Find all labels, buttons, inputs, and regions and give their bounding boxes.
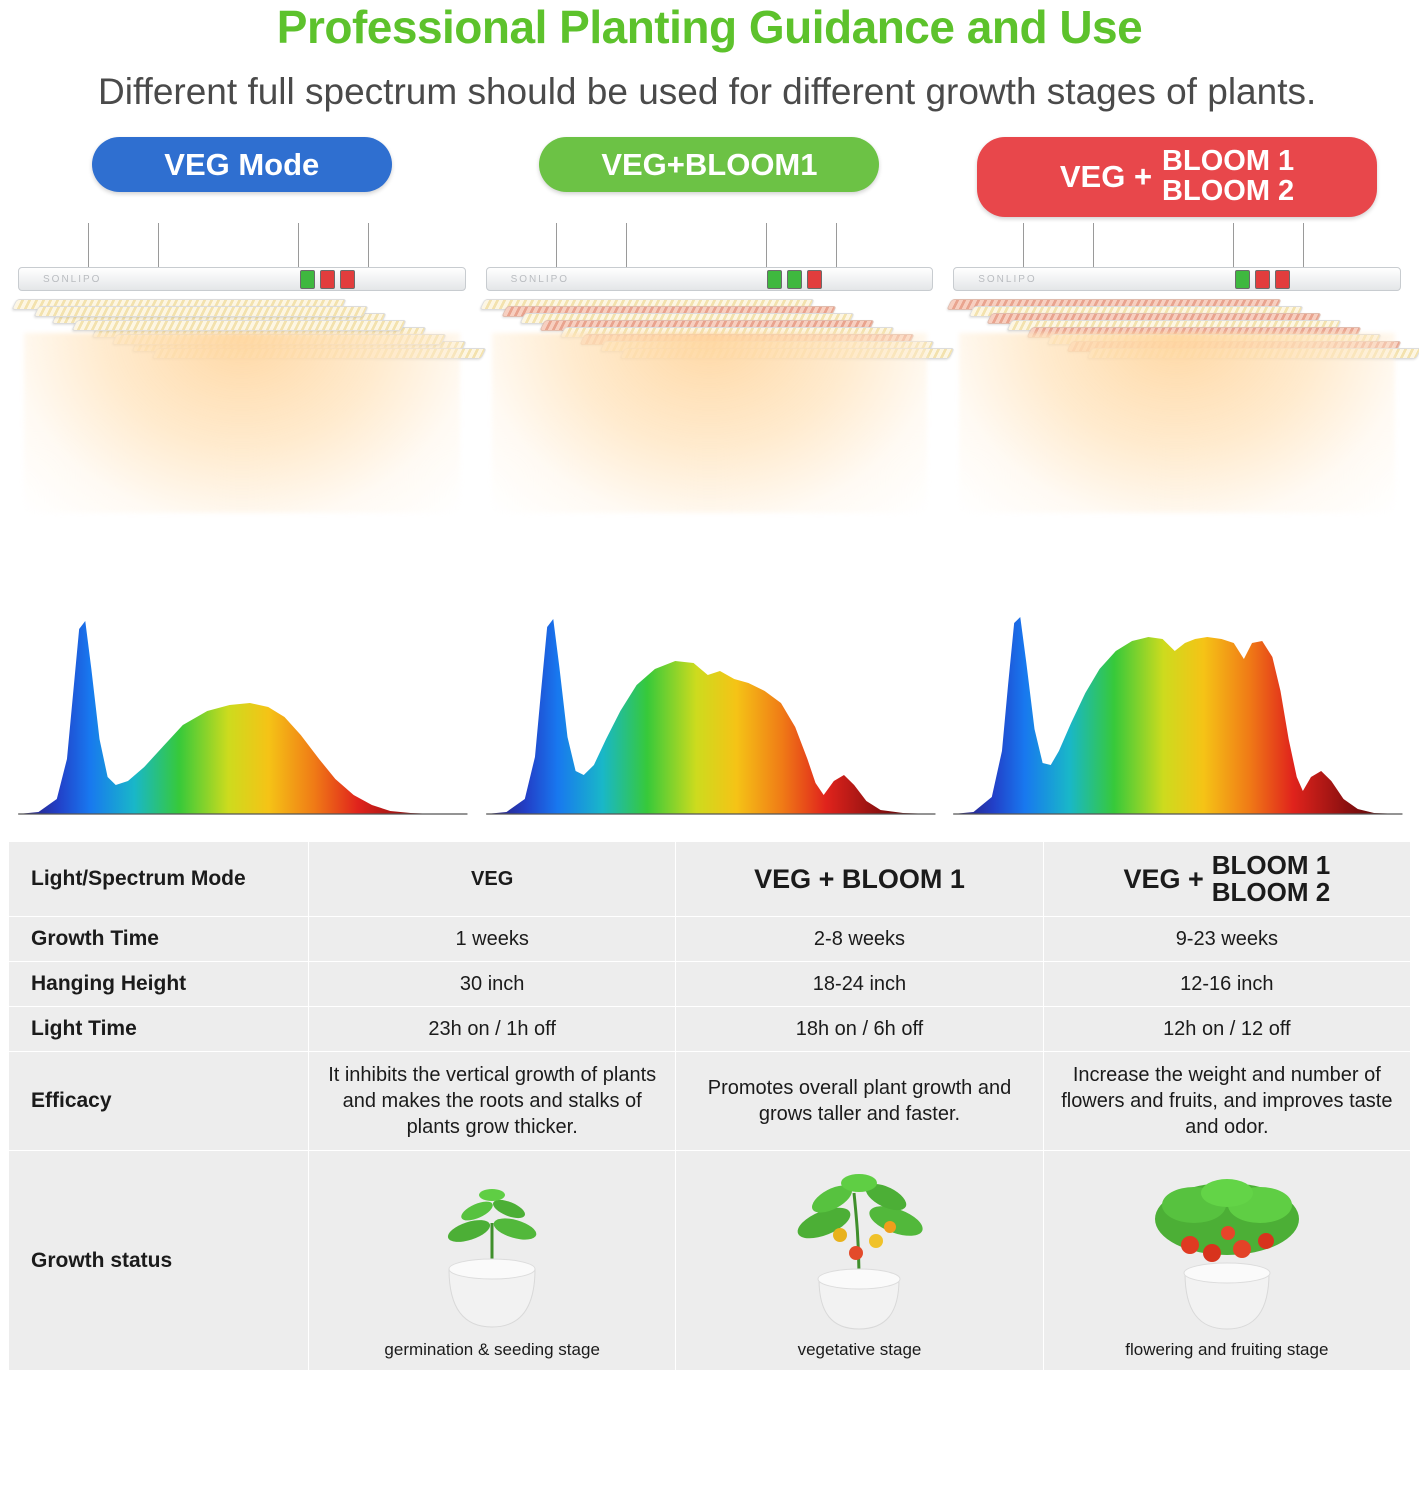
row-label-mode: Light/Spectrum Mode	[9, 841, 309, 917]
hanging-height-bloom12: 12-16 inch	[1043, 962, 1410, 1007]
mode-header-compound	[1123, 849, 1331, 908]
spectrum-chart-veg	[8, 599, 476, 829]
hanging-wires	[943, 223, 1411, 271]
seedling-plant-icon	[387, 1161, 597, 1336]
page-title: Professional Planting Guidance and Use	[276, 1, 1143, 53]
row-label-light-time: Light Time	[9, 1007, 309, 1052]
light-glow	[24, 333, 460, 513]
growth-time-bloom1: 2-8 weeks	[676, 917, 1043, 962]
table-row-hanging-height	[9, 962, 1411, 1007]
table-row-growth-status	[9, 1151, 1411, 1371]
mode-veg-bloom1-header: VEG + BLOOM 1	[676, 841, 1043, 917]
mode-badge-veg-bloom12	[977, 137, 1377, 217]
mode-columns	[0, 137, 1419, 829]
table-row-light-time	[9, 1007, 1411, 1052]
light-glow	[492, 333, 928, 513]
pill-wrap-veg	[8, 137, 476, 223]
spec-table	[8, 841, 1411, 1372]
mode-veg-bloom12-header	[1043, 841, 1410, 917]
hanging-wires	[8, 223, 476, 271]
efficacy-bloom12: Increase the weight and number of flowers and fruits, and improves taste and odor.	[1043, 1052, 1410, 1151]
mode-badge-veg: VEG Mode	[92, 137, 392, 193]
pill-wrap-veg-bloom12	[943, 137, 1411, 223]
table-row-mode	[9, 841, 1411, 917]
mode-badge-prefix: VEG +	[1059, 158, 1153, 194]
brand-label: SONLIPO	[43, 273, 102, 285]
hanging-height-bloom1: 18-24 inch	[676, 962, 1043, 1007]
header	[0, 2, 1419, 115]
light-glow	[959, 333, 1395, 513]
mode-column-veg	[8, 137, 476, 829]
mode-veg-header: VEG	[309, 841, 676, 917]
mode-header-line2: BLOOM 2	[1211, 877, 1331, 908]
table-row-efficacy	[9, 1052, 1411, 1151]
row-label-growth-status: Growth status	[9, 1151, 309, 1371]
light-time-bloom12: 12h on / 12 off	[1043, 1007, 1410, 1052]
mode-header-stack	[1211, 849, 1331, 908]
flowering-plant-icon	[1102, 1161, 1352, 1336]
mode-column-veg-bloom1	[476, 137, 944, 829]
vegetative-plant-icon	[744, 1161, 974, 1336]
growth-caption-bloom1: vegetative stage	[797, 1340, 922, 1360]
brand-label: SONLIPO	[510, 273, 570, 285]
growth-caption-bloom12: flowering and fruiting stage	[1125, 1340, 1329, 1360]
hanging-height-veg: 30 inch	[309, 962, 676, 1007]
spectrum-chart-veg-bloom12	[943, 599, 1411, 829]
light-time-bloom1: 18h on / 6h off	[676, 1007, 1043, 1052]
efficacy-bloom1: Promotes overall plant growth and grows taller and faster.	[676, 1052, 1043, 1151]
mode-badge-stack	[1162, 144, 1295, 207]
growth-time-veg: 1 weeks	[309, 917, 676, 962]
page-subtitle: Different full spectrum should be used for different growth stages of plants.	[98, 70, 1317, 112]
pill-wrap-veg-bloom1	[476, 137, 944, 223]
mode-column-veg-bloom1-bloom2	[943, 137, 1411, 829]
row-label-growth-time: Growth Time	[9, 917, 309, 962]
mode-header-prefix: VEG +	[1123, 863, 1204, 894]
mode-badge-line2: BLOOM 2	[1162, 174, 1295, 207]
hanging-wires	[476, 223, 944, 271]
row-label-hanging-height: Hanging Height	[9, 962, 309, 1007]
efficacy-veg: It inhibits the vertical growth of plants and makes the roots and stalks of plants grow thicker.	[309, 1052, 676, 1151]
light-time-veg: 23h on / 1h off	[309, 1007, 676, 1052]
growth-status-bloom1	[676, 1151, 1043, 1371]
mode-badge-line1: BLOOM 1	[1162, 144, 1295, 177]
brand-label: SONLIPO	[978, 273, 1037, 285]
spec-table-wrap	[0, 841, 1419, 1372]
growth-status-bloom12	[1043, 1151, 1410, 1371]
mode-badge-veg-bloom1: VEG+BLOOM1	[539, 137, 879, 193]
table-row-growth-time	[9, 917, 1411, 962]
mode-header-line1: BLOOM 1	[1211, 849, 1331, 880]
row-label-efficacy: Efficacy	[9, 1052, 309, 1151]
spectrum-chart-veg-bloom1	[476, 599, 944, 829]
growth-caption-veg: germination & seeding stage	[384, 1340, 600, 1360]
growth-time-bloom12: 9-23 weeks	[1043, 917, 1410, 962]
growth-status-veg	[309, 1151, 676, 1371]
